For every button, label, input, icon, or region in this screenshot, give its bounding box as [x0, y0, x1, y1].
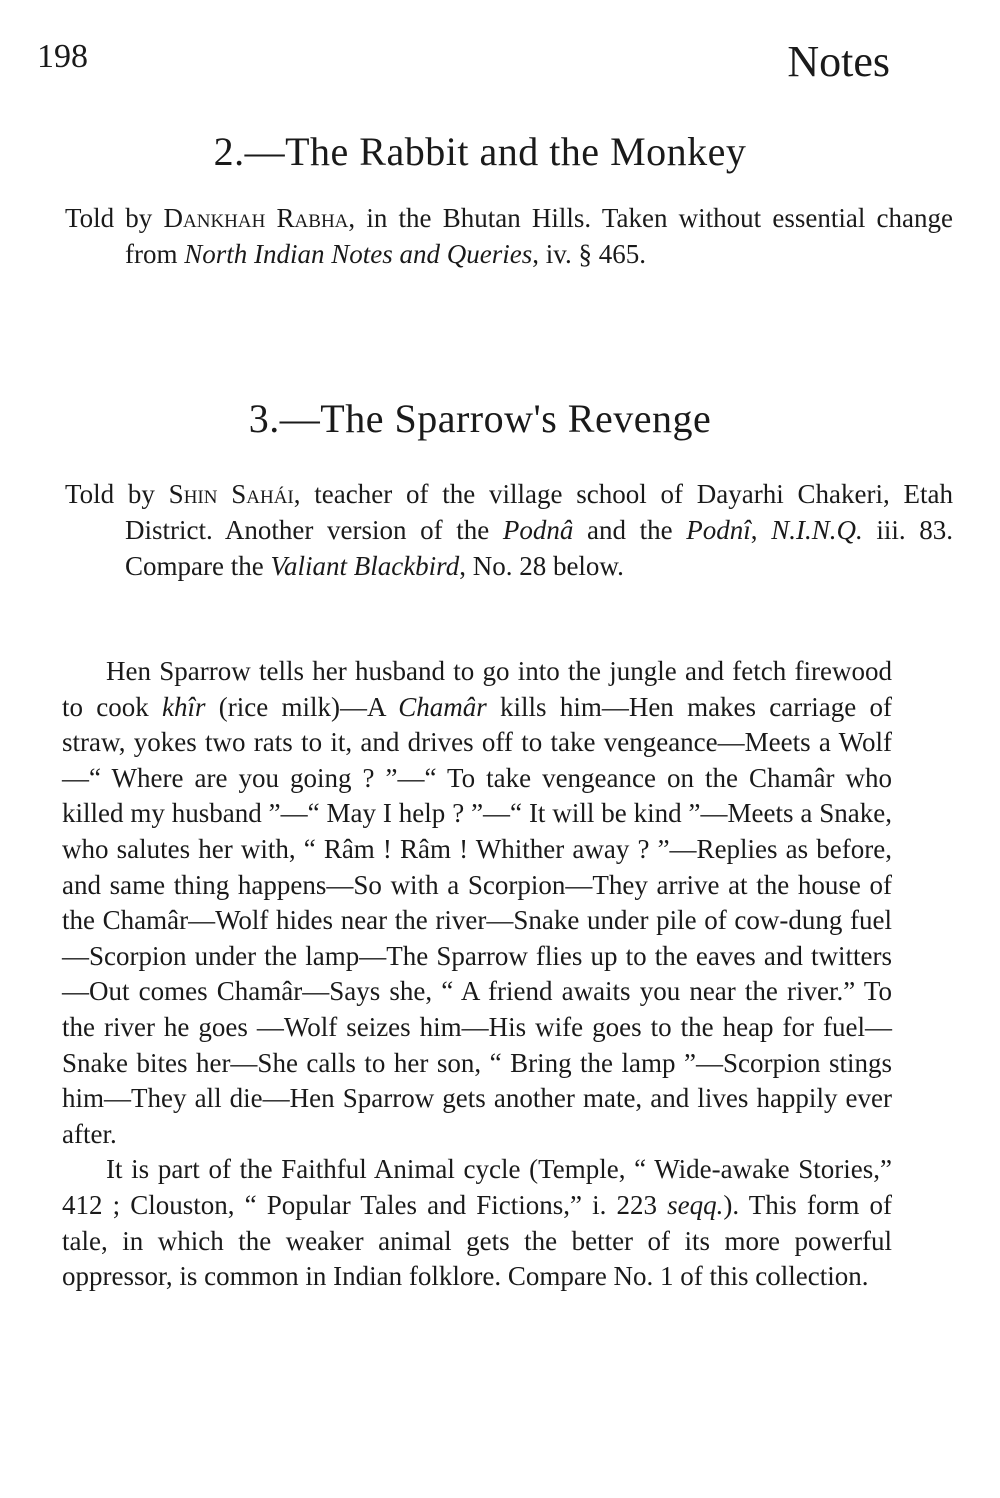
note-text: , No. 28 below.	[459, 551, 624, 581]
italic-term: Chamâr	[398, 691, 487, 722]
note-text: iii. 83. Compare the	[125, 515, 953, 581]
note-text: , teacher of the village school of Dayarhi Chakeri, Etah District. Another version of the	[125, 479, 954, 545]
section-title-rabbit-monkey: 2.—The Rabbit and the Monkey	[213, 129, 747, 174]
narrator-name: Shin Sahái	[168, 479, 294, 509]
page-number: 198	[37, 38, 88, 75]
note-text: , in the Bhutan Hills. Taken without essential change from	[125, 203, 953, 269]
note-text: ,	[750, 515, 772, 545]
tale-summary	[62, 654, 892, 1295]
section-title-sparrows-revenge: 3.—The Sparrow's Revenge	[248, 396, 712, 441]
tale-title: Podnâ	[502, 515, 574, 545]
source-note-sparrows-revenge	[65, 476, 953, 584]
paragraph-text: Hen Sparrow tells her husband to go into the jungle and fetch firewood to cook	[62, 656, 892, 722]
commentary-paragraph	[62, 1152, 892, 1294]
paragraph-text: (rice milk)—A	[205, 691, 399, 722]
note-text: Told by	[65, 203, 164, 233]
paragraph-text: It is part of the Faithful Animal cycle (Temple, “ Wide-awake Stories,” 412 ; Clouston, “ Popular Tales and Fictions,” i. 223	[62, 1154, 892, 1220]
note-text: , iv. § 465.	[532, 239, 646, 269]
italic-term: khîr	[162, 691, 206, 722]
source-abbrev: N.I.N.Q.	[771, 515, 863, 545]
source-note-rabbit-monkey	[65, 200, 953, 272]
summary-paragraph	[62, 654, 892, 1152]
tale-title: Valiant Blackbird	[270, 551, 460, 581]
paragraph-text: ). This form of tale, in which the weaker animal gets the better of its more powerful oppressor, is common in Indian folklore. Compare No. 1 of this collection.	[62, 1189, 892, 1292]
running-head: Notes	[787, 37, 890, 86]
narrator-name: Dankhah Rabha	[163, 203, 349, 233]
note-text: Told by	[65, 479, 169, 509]
paragraph-text: kills him—Hen makes carriage of straw, yokes two rats to it, and drives off to take vengeance—Meets a Wolf—“ Where are you going ? ”—“ To take vengeance on the Chamâr who killed my husband ”—“ May I help ? ”—“ It will be kind ”—Meets a Snake, who salutes her with, “ Râm ! Râm ! Whither away ? ”—Replies as before, and same thing happens—So with a Scorpion—They arrive at the house of the Chamâr—Wolf hides near the river—Snake under pile of cow-dung fuel—Scorpion under the lamp—The Sparrow flies up to the eaves and twitters—Out comes Chamâr—Says she, “ A friend awaits you near the river.” To the river he goes —Wolf seizes him—His wife goes to the heap for fuel—Snake bites her—She calls to her son, “ Bring the lamp ”—Scorpion stings him—They all die—Hen Sparrow gets another mate, and lives happily ever after.	[62, 691, 892, 1149]
tale-title: Podnî	[686, 515, 751, 545]
italic-term: seqq.	[667, 1189, 724, 1220]
note-text: and the	[573, 515, 687, 545]
source-title: North Indian Notes and Queries	[184, 239, 533, 269]
